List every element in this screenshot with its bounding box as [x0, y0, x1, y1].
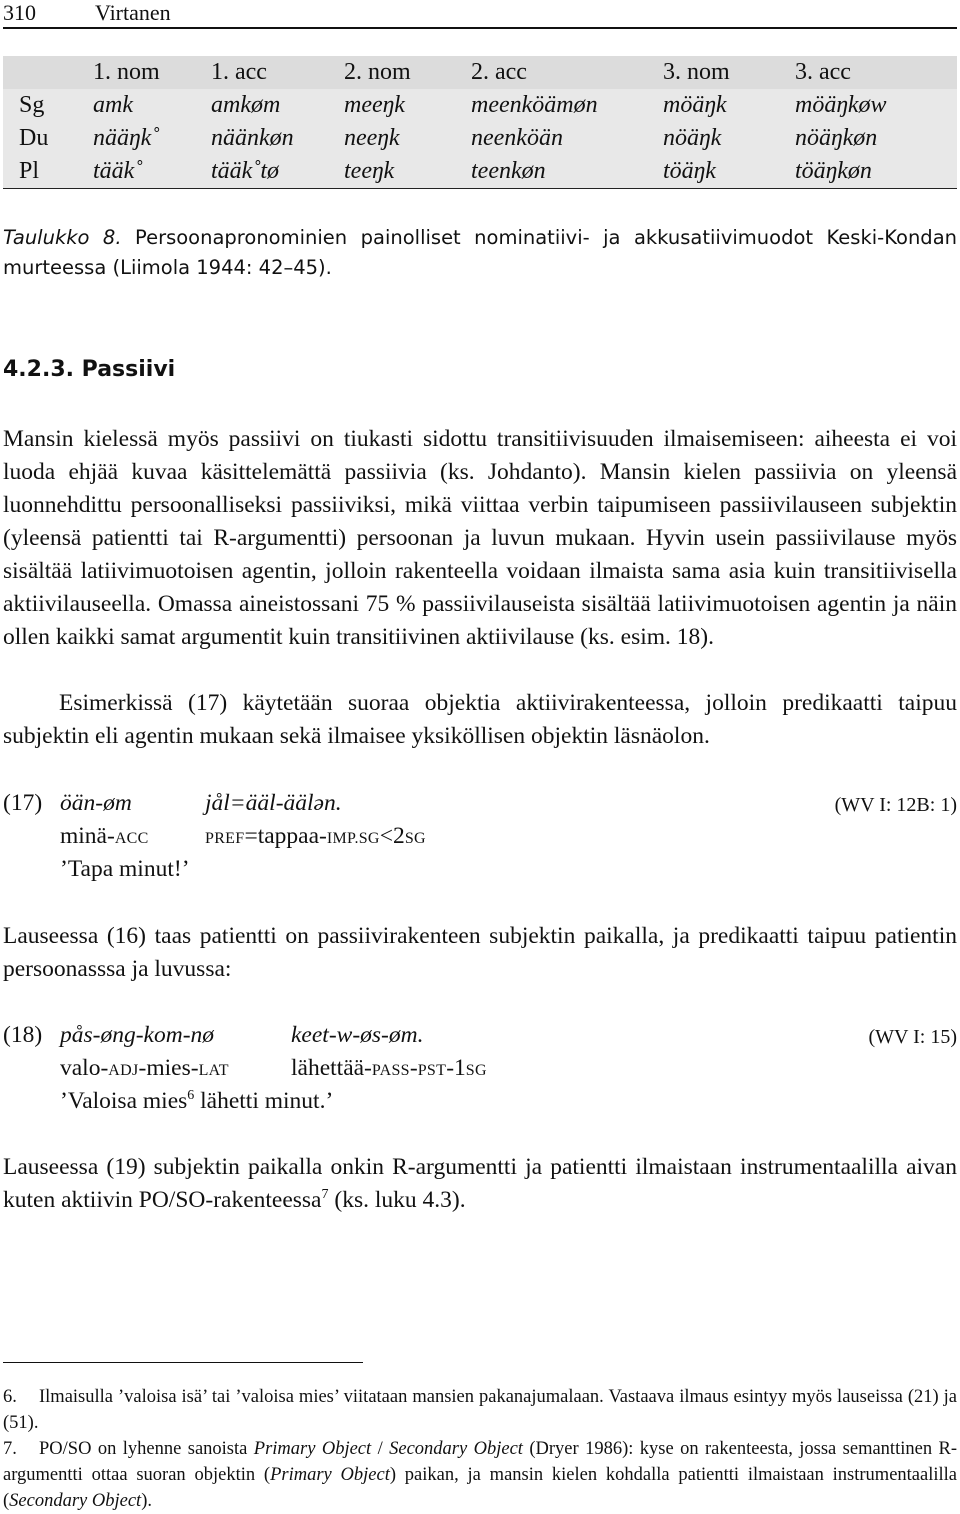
- table-cell: amk: [77, 89, 195, 122]
- footnote-rule: [3, 1362, 363, 1363]
- body-paragraph: [3, 687, 957, 753]
- example-source: (WV I: 15): [868, 1026, 957, 1048]
- table-cell: nöäŋk: [647, 122, 779, 155]
- caption-label: Taulukko 8.: [3, 226, 122, 249]
- example-source: (WV I: 12B: 1): [834, 794, 957, 816]
- table-cell: tääk˚tø: [195, 155, 328, 189]
- example-18: [3, 1019, 957, 1119]
- example-translation: ’Valoisa mies$^6$ lähetti minut.’: [60, 1088, 334, 1114]
- table-cell: möäŋkøw: [779, 89, 957, 122]
- table-cell: neeŋk: [328, 122, 455, 155]
- example-gloss: minä-ACC: [60, 823, 149, 849]
- caption-text: Persoonapronominien painolliset nominatiivi- ja akkusatiivimuodot Keski-Kondan murteessa (Liimola 1944: 42–45).: [3, 226, 957, 279]
- example-gloss: lähettää-PASS-PST-1SG: [291, 1055, 487, 1081]
- row-label: Sg: [3, 89, 77, 122]
- example-number: (17): [3, 790, 43, 816]
- body-paragraph: [3, 920, 957, 986]
- table-cell: nöäŋkøn: [779, 122, 957, 155]
- table-cell: näänkøn: [195, 122, 328, 155]
- footnote-ref[interactable]: 6: [187, 1088, 195, 1103]
- example-17: [3, 787, 957, 887]
- table-cell: meenköämøn: [455, 89, 647, 122]
- table-cell: töäŋk: [647, 155, 779, 189]
- example-number: (18): [3, 1022, 43, 1048]
- row-label: Pl: [3, 155, 77, 189]
- example-word: keet-w-øs-øm.: [291, 1022, 424, 1048]
- example-word: öän-øm: [60, 790, 132, 816]
- row-label: Du: [3, 122, 77, 155]
- body-paragraph: Lauseessa (19) subjektin paikalla onkin R-argumentti ja patientti ilmaistaan instrumentaalilla aivan kuten aktiivin PO/SO-rakenteessa$^7$ (ks. luku 4.3).: [3, 1154, 957, 1213]
- table-cell: töäŋkøn: [779, 155, 957, 189]
- running-head-author: Virtanen: [95, 0, 171, 25]
- table-header-cell: 2. acc: [455, 56, 647, 89]
- table-header-cell: 2. nom: [328, 56, 455, 89]
- table-row: [3, 122, 957, 155]
- example-gloss: PREF=tappaa-IMP.SG<2SG: [205, 823, 426, 849]
- table-cell: teeŋk: [328, 155, 455, 189]
- table-header-cell: 1. acc: [195, 56, 328, 89]
- header-rule: [3, 27, 957, 29]
- footnote-number: 7.: [3, 1439, 17, 1459]
- running-head: [3, 0, 171, 26]
- table-header-cell: 3. acc: [779, 56, 957, 89]
- footnote-6: [3, 1384, 957, 1436]
- table-row: [3, 155, 957, 189]
- example-word: pås-øng-kom-nø: [60, 1022, 215, 1048]
- example-translation: ’Tapa minut!’: [60, 856, 190, 882]
- section-heading: [3, 355, 175, 385]
- table-header-cell: 1. nom: [77, 56, 195, 89]
- page-number: 310: [3, 0, 36, 25]
- paragraph-text: Lauseessa (16) taas patientti on passiivirakenteen subjektin paikalla, ja predikaatti taipuu patientin persoonasssa ja luvussa:: [3, 923, 957, 982]
- pronoun-table: [3, 56, 957, 189]
- table-header-row: [3, 56, 957, 89]
- table-cell: nääŋk˚: [77, 122, 195, 155]
- table-cell: möäŋk: [647, 89, 779, 122]
- table-row: [3, 89, 957, 122]
- table-header-cell: [3, 56, 77, 89]
- section-number: 4.2.3.: [3, 357, 74, 382]
- table-caption: [3, 223, 957, 283]
- table-cell: amkøm: [195, 89, 328, 122]
- table-header-cell: 3. nom: [647, 56, 779, 89]
- body-paragraph: [3, 423, 957, 654]
- table-cell: neenköän: [455, 122, 647, 155]
- section-title: Passiivi: [81, 357, 176, 382]
- footnote-text: Ilmaisulla ’valoisa isä’ tai ’valoisa mies’ viitataan mansien pakanajumalaan. Vastaava ilmaus esintyy myös lauseissa (21) ja (51).: [3, 1387, 957, 1433]
- footnote-7: 7. PO/SO on lyhenne sanoista Primary Object / Secondary Object (Dryer 1986): kyse on rakenteesta, jossa semanttinen R-argumentti ottaa suoran objektin (Primary Object) paikan, ja mansin kielen kohdalla patientti ilmaistaan instrumentaalilla (Secondary Object).: [3, 1436, 957, 1514]
- example-word: jål=ääl-äälən.: [205, 790, 342, 816]
- footnote-number: 6.: [3, 1387, 17, 1407]
- example-gloss: valo-ADJ-mies-LAT: [60, 1055, 229, 1081]
- table-cell: meeŋk: [328, 89, 455, 122]
- table-cell: tääk˚: [77, 155, 195, 189]
- paragraph-text: Esimerkissä (17) käytetään suoraa objektia aktiivirakenteessa, jolloin predikaatti taipuu subjektin eli agentin mukaan sekä ilmaisee yksiköllisen objektin läsnäolon.: [3, 690, 957, 749]
- footnote-ref[interactable]: 7: [321, 1187, 329, 1202]
- table-cell: teenkøn: [455, 155, 647, 189]
- paragraph-text: Mansin kielessä myös passiivi on tiukasti sidottu transitiivisuuden ilmaisemiseen: aiheesta ei voi luoda ehjää kuvaa käsittelemättä passiivia (ks. Johdanto). Mansin kielen passiivia on yleensä luonnehdittu persoonalliseksi passiiviksi, mikä viittaa verbin taipumiseen passiivilauseen subjektin (yleensä patientti tai R-argumentti) persoonan ja luvun mukaan. Hyvin usein passiivilause myös sisältää latiivimuotoisen agentin, jolloin rakenteella voidaan ilmaista sama asia kuin transitiivisella aktiivilauseella. Omassa aineistossani 75 % passiivilauseista sisältää latiivimuotoisen agentin ja näin ollen kaikki samat argumentit kuin transitiivinen aktiivilause (ks. esim. 18).: [3, 426, 957, 650]
